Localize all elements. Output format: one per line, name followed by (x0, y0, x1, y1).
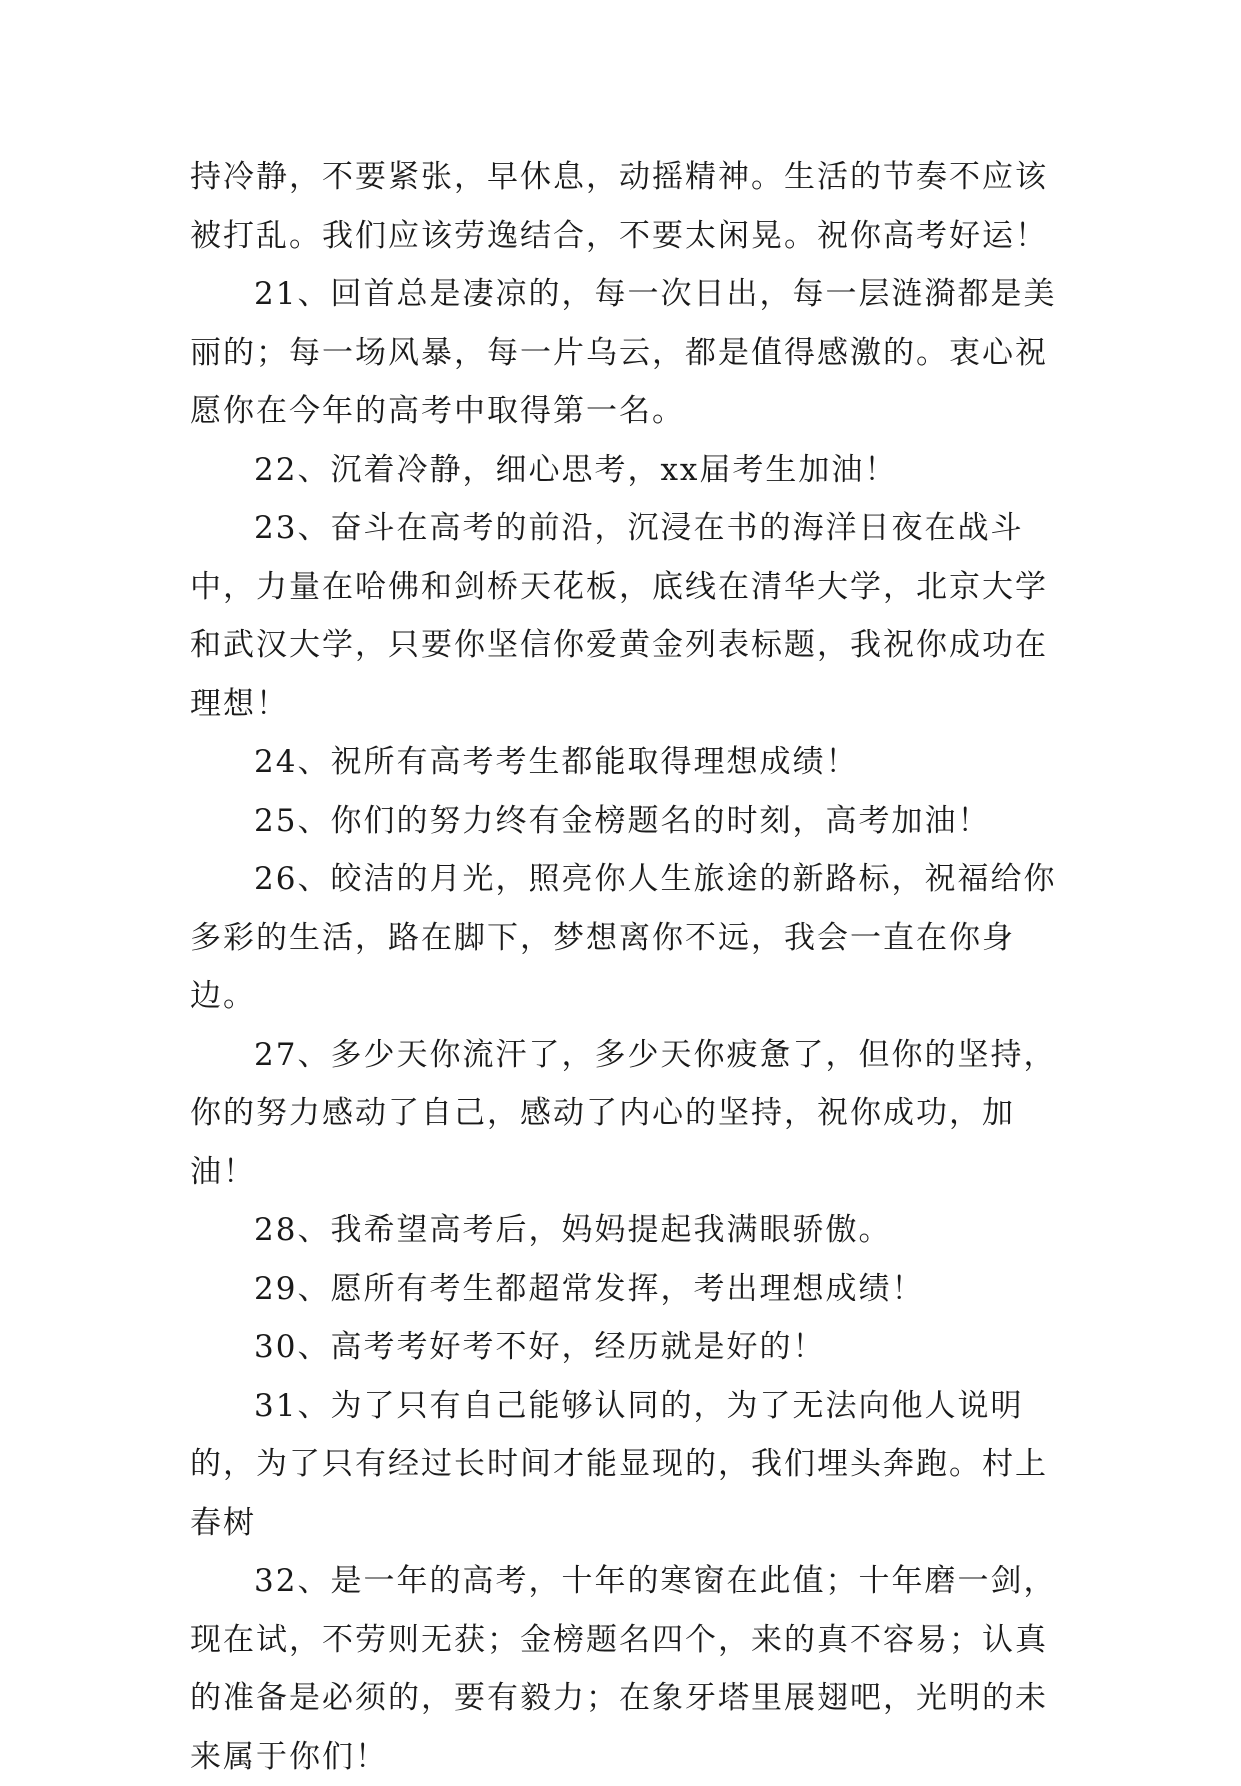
paragraph-21: 21、回首总是凄凉的，每一次日出，每一层涟漪都是美丽的；每一场风暴，每一片乌云，都是值得感激的。衷心祝愿你在今年的高考中取得第一名。 (190, 276, 1057, 429)
paragraph-30: 30、高考考好考不好，经历就是好的！ (254, 1329, 826, 1365)
paragraph-28: 28、我希望高考后，妈妈提起我满眼骄傲。 (254, 1212, 892, 1248)
paragraph-32: 32、是一年的高考，十年的寒窗在此值；十年磨一剑，现在试，不劳则无获；金榜题名四个，来的真不容易；认真的准备是必须的，要有毅力；在象牙塔里展翅吧，光明的未来属于你们！ (190, 1563, 1057, 1775)
document-body (190, 148, 1070, 1786)
paragraph-31: 31、为了只有自己能够认同的，为了无法向他人说明的，为了只有经过长时间才能显现的，我们埋头奔跑。村上春树 (190, 1387, 1048, 1541)
paragraph-29: 29、愿所有考生都超常发挥，考出理想成绩！ (254, 1270, 925, 1307)
paragraph-22: 22、沉着冷静，细心思考，xx届考生加油！ (254, 451, 898, 488)
paragraph-continued: 持冷静，不要紧张，早休息，动摇精神。生活的节奏不应该被打乱。我们应该劳逸结合，不要太闲晃。祝你高考好运！ (190, 159, 1048, 254)
paragraph-23: 23、奋斗在高考的前沿，沉浸在书的海洋日夜在战斗中，力量在哈佛和剑桥天花板，底线在清华大学，北京大学和武汉大学，只要你坚信你爱黄金列表标题，我祝你成功在理想！ (190, 510, 1048, 722)
paragraph-24: 24、祝所有高考考生都能取得理想成绩！ (254, 744, 859, 780)
paragraph-25: 25、你们的努力终有金榜题名的时刻，高考加油！ (254, 802, 991, 839)
paragraph-26: 26、皎洁的月光，照亮你人生旅途的新路标，祝福给你多彩的生活，路在脚下，梦想离你不远，我会一直在你身边。 (190, 861, 1057, 1014)
paragraph-27: 27、多少天你流汗了，多少天你疲惫了，但你的坚持，你的努力感动了自己，感动了内心的坚持，祝你成功，加油！ (190, 1036, 1057, 1190)
